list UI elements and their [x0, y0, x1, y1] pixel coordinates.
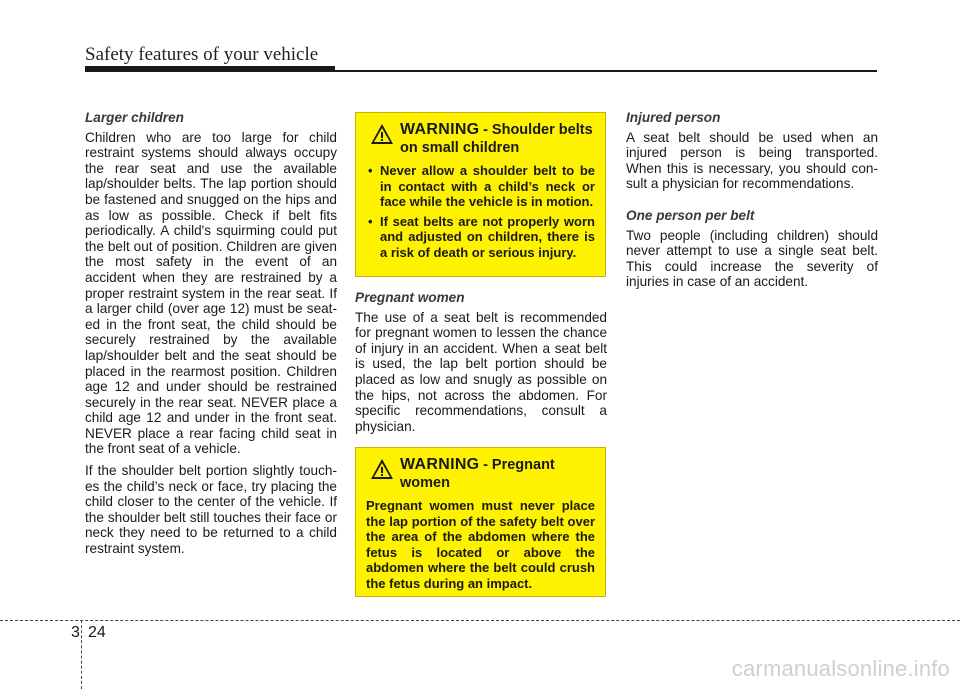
warning-item: • Never allow a shoulder belt to be in contact with a child’s neck or face while the vehicle is in motion. [366, 163, 595, 210]
warning-subtitle: - Pregnant women [400, 457, 555, 491]
warning-text: Pregnant women must never place the lap portion of the safety belt over the area of the abdomen where the fetus is located or above the abdomen where the belt could crush the fetus during an impact. [366, 498, 595, 591]
warning-subtitle: - Shoulder belts on small children [400, 122, 593, 156]
header-rule [85, 70, 877, 72]
warning-label: WARNING [400, 456, 480, 473]
footer-divider-vertical [81, 620, 82, 689]
heading-pregnant-women: Pregnant women [355, 290, 465, 305]
warning-triangle-icon [370, 458, 394, 480]
page-number: 24 [88, 624, 106, 641]
paragraph-injured-person: A seat belt should be used when an injured person is being transported. When this is necessary, you should con-sult a physician for recommendations. [626, 129, 878, 192]
warning-triangle-icon [370, 123, 394, 145]
footer-divider [0, 620, 960, 621]
heading-one-person-per-belt: One person per belt [626, 207, 755, 223]
warning-title [400, 121, 595, 157]
warning-list [366, 163, 595, 260]
paragraph-pregnant-women: The use of a seat belt is recommended for pregnant women to lessen the chance of injury in an accident. When a seat belt is used, the lap belt portion should be placed as low and snugly as possible on the hips, not across the abdomen. For specific recommendations, consult a physician. [355, 309, 607, 434]
heading-injured-person: Injured person [626, 110, 721, 125]
chapter-number: 3 [71, 624, 80, 641]
spacer [626, 198, 878, 208]
page-header-title: Safety features of your vehicle [85, 44, 319, 65]
warning-box-pregnant-women [355, 447, 606, 597]
column-left [85, 110, 337, 563]
warning-header [366, 456, 595, 492]
column-right [626, 110, 878, 296]
warning-box-shoulder-belts [355, 112, 606, 277]
warning-label: WARNING [400, 121, 480, 138]
warning-header [366, 121, 595, 157]
column-middle [355, 290, 607, 440]
heading-larger-children: Larger children [85, 110, 184, 125]
paragraph-larger-children: Children who are too large for child restraint systems should always occupy the rear seat and use the available lap/shoulder belts. The lap portion should be fastened and snugged on the hips and as low as possible. Check if belt fits periodically. A child's squirming could put the belt out of position. Children are given the most safety in the event of an accident when they are restrained by a proper restraint system in the rear seat. If a larger child (over age 12) must be seat-ed in the front seat, the child should be securely restrained by the available lap/shoulder belt and the seat should be placed in the rearmost position. Children age 12 and under should be restrained securely in the rear seat. NEVER place a child age 12 and under in the front seat. NEVER place a rear facing child seat in the front seat of a vehicle. [85, 129, 337, 457]
paragraph-one-person-per-belt: Two people (including children) should never attempt to use a single seat belt. This could increase the severity of injuries in case of an accident. [626, 227, 878, 290]
warning-title [400, 456, 595, 492]
watermark: carmanualsonline.info [731, 656, 950, 681]
paragraph-shoulder-belt: If the shoulder belt portion slightly touch-es the child’s neck or face, try placing the child closer to the center of the vehicle. If the shoulder belt still touches their face or neck they need to be returned to a child restraint system. [85, 463, 337, 557]
warning-item: • If seat belts are not properly worn and adjusted on children, there is a risk of death or serious injury. [366, 214, 595, 261]
